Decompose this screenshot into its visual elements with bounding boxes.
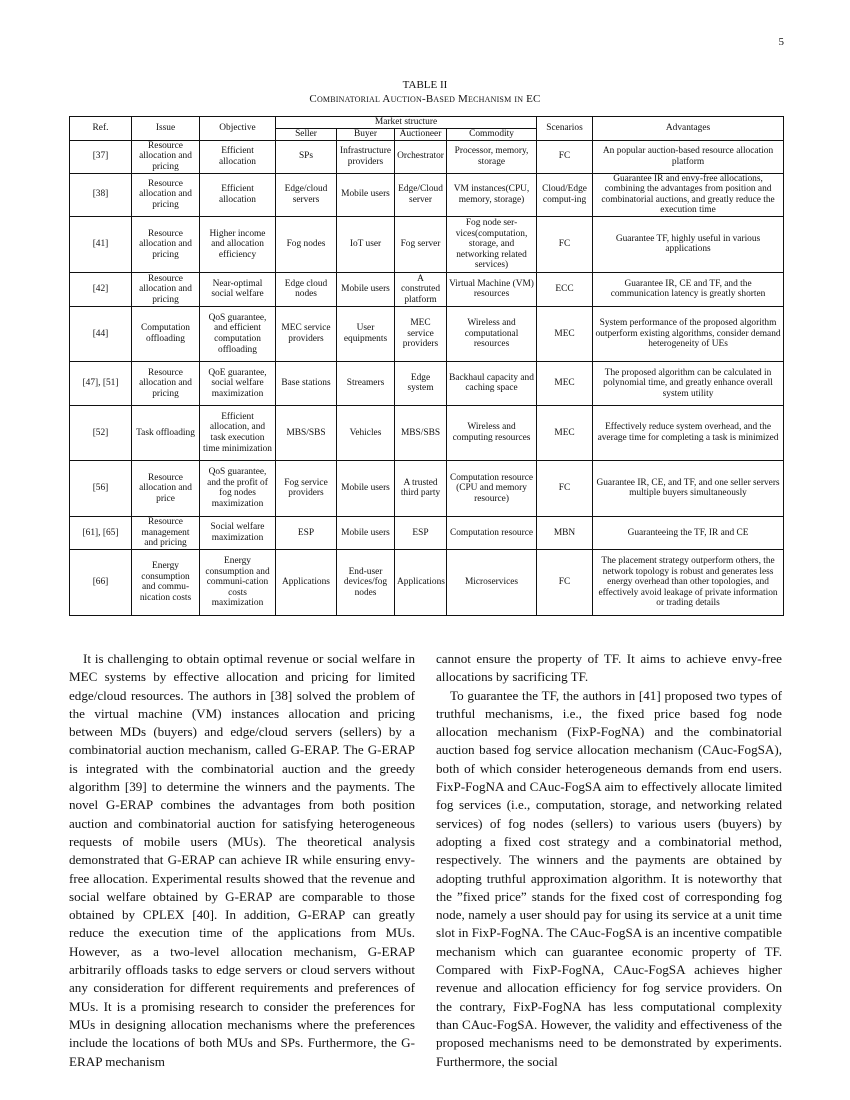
cell-auctioneer: A trusted third party (395, 460, 447, 516)
cell-scenarios: MEC (537, 361, 593, 405)
header-commodity: Commodity (447, 129, 537, 141)
header-market-structure: Market structure (276, 117, 537, 129)
cell-ref: [66] (70, 549, 132, 615)
cell-commodity: Computation resource (447, 516, 537, 549)
cell-ref: [38] (70, 173, 132, 216)
body-column-right (436, 650, 782, 1071)
cell-issue: Resource allocation and pricing (132, 361, 200, 405)
cell-commodity: VM instances(CPU, memory, storage) (447, 173, 537, 216)
cell-buyer: Mobile users (337, 173, 395, 216)
cell-objective: Efficient allocation, and task execution time minimization (200, 405, 276, 460)
cell-commodity: Virtual Machine (VM) resources (447, 272, 537, 306)
cell-seller: Fog nodes (276, 216, 337, 272)
cell-objective: Efficient allocation (200, 173, 276, 216)
cell-scenarios: MBN (537, 516, 593, 549)
cell-seller: Applications (276, 549, 337, 615)
body-column-left (69, 650, 415, 1071)
cell-ref: [52] (70, 405, 132, 460)
cell-auctioneer: ESP (395, 516, 447, 549)
cell-auctioneer: A construted platform (395, 272, 447, 306)
table-row (70, 272, 784, 306)
cell-issue: Resource allocation and pricing (132, 272, 200, 306)
table-caption (0, 78, 850, 106)
cell-advantages: Guarantee IR, CE and TF, and the communication latency is greatly shorten (593, 272, 784, 306)
cell-buyer: End-user devices/fog nodes (337, 549, 395, 615)
cell-advantages: Effectively reduce system overhead, and the average time for completing a task is minimized (593, 405, 784, 460)
cell-commodity: Wireless and computing resources (447, 405, 537, 460)
cell-seller: Edge cloud nodes (276, 272, 337, 306)
cell-advantages: Guarantee IR and envy-free allocations, combining the advantages from position and combinatorial auctions, and greatly reduce the execution time (593, 173, 784, 216)
paragraph: It is challenging to obtain optimal revenue or social welfare in MEC systems by effective allocation and pricing for limited edge/cloud resources. The authors in [38] solved the problem of the virtual machine (VM) instances allocation and pricing between MDs (buyers) and edge/cloud servers (sellers) by a combinatorial auction mechanism, called G-ERAP. The G-ERAP is integrated with the combinatorial auction and the greedy algorithm [39] to determine the winners and the payments. The novel G-ERAP combines the advantages from both position auction and combinatorial auction for satisfying heterogeneous requests of mobile users (MUs). The theoretical analysis demonstrated that G-ERAP can achieve IR while ensuring envy-free allocation. Experimental results showed that the revenue and social welfare obtained by G-ERAP are comparable to those obtained by CPLEX [40]. In addition, G-ERAP can greatly reduce the execution time of the applications from MUs. However, as a two-level allocation mechanism, G-ERAP arbitrarily offloads tasks to edge servers or cloud servers without any consideration for different requirements and preferences of MUs. It is a promising research to consider the preferences for MUs in designing allocation mechanisms where the preferences include the locations of both MUs and SPs. Furthermore, the G-ERAP mechanism (69, 651, 415, 1069)
cell-auctioneer: Applications (395, 549, 447, 615)
cell-seller: Fog service providers (276, 460, 337, 516)
cell-ref: [56] (70, 460, 132, 516)
auction-table-container (69, 116, 783, 616)
paragraph: To guarantee the TF, the authors in [41] proposed two types of truthful mechanisms, i.e., the fixed price based fog node allocation mechanism (FixP-FogNA) and the combinatorial auction based fog service allocation mechanism (CAuc-FogSA), both of which consider heterogeneous demands from end users. FixP-FogNA and CAuc-FogSA aim to effectively allocate limited fog services (i.e., computation, storage, and networking related services) of fog nodes (sellers) to various users (buyers) by adopting a fixed cost strategy and a combinatorial method, respectively. The winners and the payments are obtained by adopting truthful approximation algorithm. It is noteworthy that the ”fixed price” stands for the fixed cost of corresponding fog node, namely a user should pay for using its service at a unit time slot in FixP-FogNA. The CAuc-FogSA is an incentive compatible mechanism which can guarantee economic property of TF. Compared with FixP-FogNA, CAuc-FogSA achieves higher revenue and allocation efficiency for fog service providers. On the contrary, FixP-FogNA has less computational complexity than CAuc-FogSA. However, the validity and effectiveness of the proposed mechanisms need to be demonstrated by experiments. Furthermore, the social (436, 687, 782, 1069)
cell-commodity: Microservices (447, 549, 537, 615)
cell-buyer: Infrastructure providers (337, 140, 395, 173)
cell-objective: QoS guarantee, and the profit of fog nodes maximization (200, 460, 276, 516)
cell-advantages: The proposed algorithm can be calculated in polynomial time, and greatly enhance overall system utility (593, 361, 784, 405)
cell-issue: Resource management and pricing (132, 516, 200, 549)
cell-issue: Resource allocation and price (132, 460, 200, 516)
cell-commodity: Backhaul capacity and caching space (447, 361, 537, 405)
cell-ref: [42] (70, 272, 132, 306)
paragraph-continued: cannot ensure the property of TF. It aims to achieve envy-free allocations by sacrificing TF. (436, 651, 782, 685)
cell-auctioneer: Edge/Cloud server (395, 173, 447, 216)
cell-seller: MEC service providers (276, 306, 337, 361)
cell-issue: Energy consumption and commu-nication costs (132, 549, 200, 615)
cell-ref: [37] (70, 140, 132, 173)
cell-issue: Resource allocation and pricing (132, 216, 200, 272)
cell-auctioneer: MBS/SBS (395, 405, 447, 460)
cell-objective: QoE guarantee, social welfare maximization (200, 361, 276, 405)
cell-commodity: Computation resource (CPU and memory resource) (447, 460, 537, 516)
cell-scenarios: ECC (537, 272, 593, 306)
table-row (70, 306, 784, 361)
cell-advantages: Guarantee TF, highly useful in various applications (593, 216, 784, 272)
cell-scenarios: MEC (537, 405, 593, 460)
cell-objective: Energy consumption and communi-cation costs maximization (200, 549, 276, 615)
cell-seller: Base stations (276, 361, 337, 405)
cell-scenarios: FC (537, 140, 593, 173)
table-row (70, 140, 784, 173)
cell-advantages: An popular auction-based resource allocation platform (593, 140, 784, 173)
table-row (70, 361, 784, 405)
cell-issue: Task offloading (132, 405, 200, 460)
cell-buyer: User equipments (337, 306, 395, 361)
cell-advantages: The placement strategy outperform others, the network topology is robust and generates less energy overhead than other topologies, and effectively avoid leakage of private information or trading details (593, 549, 784, 615)
table-body (70, 140, 784, 615)
header-scenarios: Scenarios (537, 117, 593, 141)
cell-ref: [44] (70, 306, 132, 361)
cell-buyer: IoT user (337, 216, 395, 272)
table-row (70, 173, 784, 216)
cell-scenarios: MEC (537, 306, 593, 361)
cell-scenarios: FC (537, 460, 593, 516)
cell-objective: QoS guarantee, and efficient computation offloading (200, 306, 276, 361)
cell-buyer: Vehicles (337, 405, 395, 460)
cell-scenarios: FC (537, 549, 593, 615)
auction-table (69, 116, 784, 616)
header-auctioneer: Auctioneer (395, 129, 447, 141)
cell-buyer: Mobile users (337, 272, 395, 306)
header-seller: Seller (276, 129, 337, 141)
cell-auctioneer: MEC service providers (395, 306, 447, 361)
cell-commodity: Processor, memory, storage (447, 140, 537, 173)
cell-advantages: Guaranteeing the TF, IR and CE (593, 516, 784, 549)
cell-seller: SPs (276, 140, 337, 173)
table-row (70, 460, 784, 516)
table-title: Combinatorial Auction-Based Mechanism in EC (309, 93, 541, 105)
cell-objective: Social welfare maximization (200, 516, 276, 549)
cell-auctioneer: Edge system (395, 361, 447, 405)
table-row (70, 405, 784, 460)
cell-seller: MBS/SBS (276, 405, 337, 460)
cell-buyer: Mobile users (337, 516, 395, 549)
header-issue: Issue (132, 117, 200, 141)
table-row (70, 549, 784, 615)
cell-seller: Edge/cloud servers (276, 173, 337, 216)
cell-ref: [41] (70, 216, 132, 272)
cell-issue: Resource allocation and pricing (132, 140, 200, 173)
cell-commodity: Wireless and computational resources (447, 306, 537, 361)
cell-issue: Resource allocation and pricing (132, 173, 200, 216)
cell-auctioneer: Orchestrator (395, 140, 447, 173)
page-number: 5 (778, 36, 784, 48)
table-label: TABLE II (402, 79, 448, 91)
header-objective: Objective (200, 117, 276, 141)
cell-buyer: Mobile users (337, 460, 395, 516)
cell-buyer: Streamers (337, 361, 395, 405)
cell-ref: [47], [51] (70, 361, 132, 405)
header-ref: Ref. (70, 117, 132, 141)
cell-issue: Computation offloading (132, 306, 200, 361)
cell-commodity: Fog node ser-vices(computation, storage, and networking related services) (447, 216, 537, 272)
table-row (70, 516, 784, 549)
cell-auctioneer: Fog server (395, 216, 447, 272)
cell-objective: Near-optimal social welfare (200, 272, 276, 306)
cell-objective: Higher income and allocation efficiency (200, 216, 276, 272)
table-row (70, 216, 784, 272)
cell-scenarios: Cloud/Edge comput-ing (537, 173, 593, 216)
cell-scenarios: FC (537, 216, 593, 272)
cell-seller: ESP (276, 516, 337, 549)
header-advantages: Advantages (593, 117, 784, 141)
cell-objective: Efficient allocation (200, 140, 276, 173)
cell-advantages: Guarantee IR, CE, and TF, and one seller servers multiple buyers simultaneously (593, 460, 784, 516)
cell-advantages: System performance of the proposed algorithm outperform existing algorithms, consider demand heterogeneity of UEs (593, 306, 784, 361)
header-buyer: Buyer (337, 129, 395, 141)
cell-ref: [61], [65] (70, 516, 132, 549)
